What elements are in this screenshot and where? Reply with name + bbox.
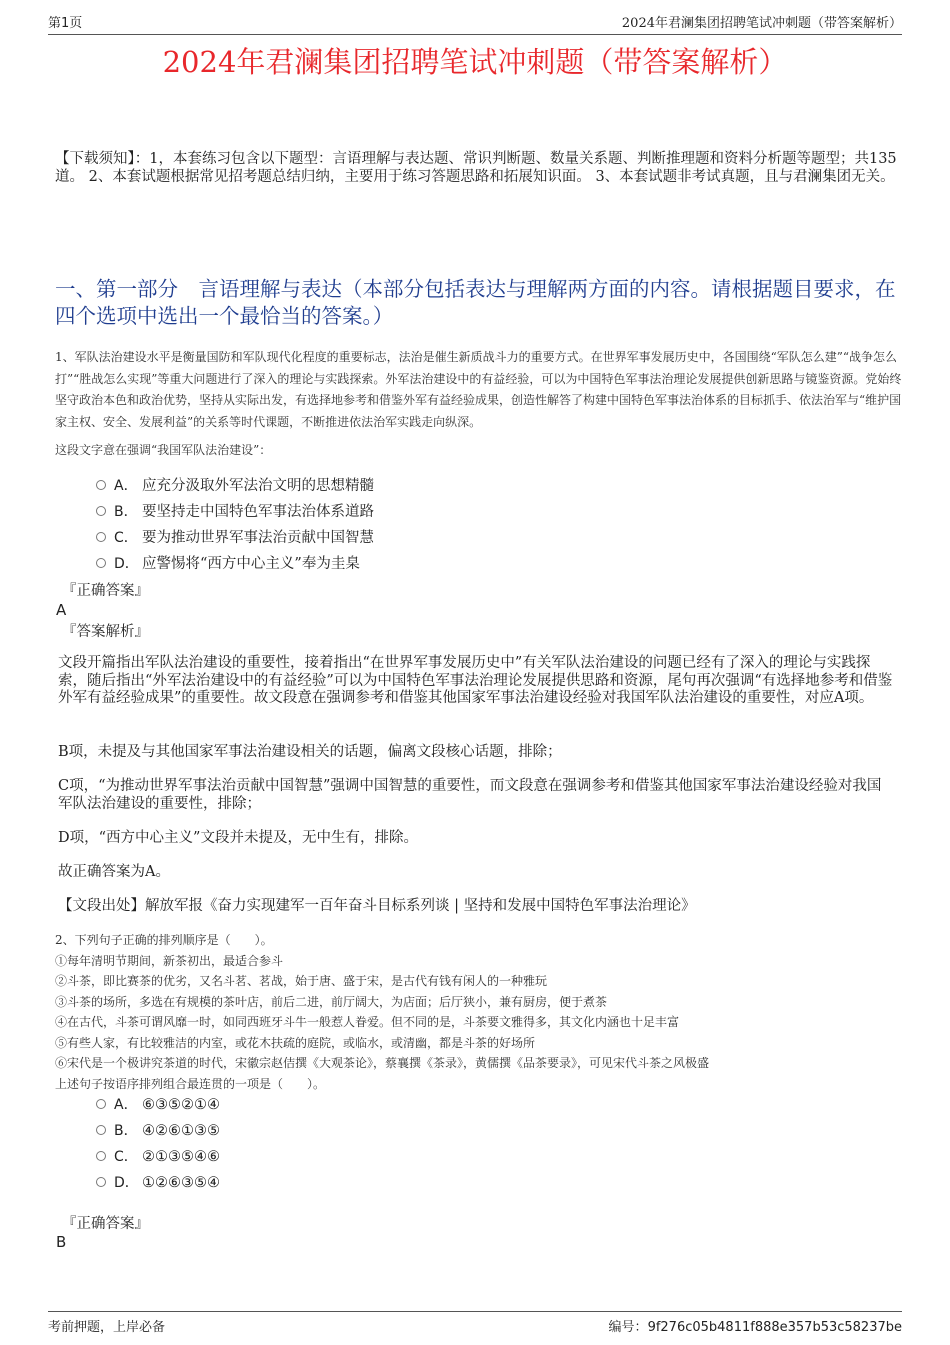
- q2-line: 2、下列句子正确的排列顺序是（ ）。: [55, 933, 273, 947]
- question-1-ask: 这段文字意在强调“我国军队法治建设”：: [55, 443, 272, 457]
- q1-answer-label: 『正确答案』: [62, 583, 149, 599]
- q1-analysis-conclusion: 故正确答案为A。: [58, 864, 170, 880]
- radio-icon[interactable]: [96, 1099, 106, 1109]
- page-number: 第1页: [48, 16, 83, 31]
- page-footer: [48, 1311, 902, 1334]
- q2-option-c[interactable]: C． ②①③⑤④⑥: [96, 1148, 220, 1166]
- download-notice: 【下载须知】：1，本套练习包含以下题型：言语理解与表达题、常识判断题、数量关系题、判断推理题和资料分析题等题型；共135道。 2、本套试题根据常见招考题总结归纳，主要用于练习答题思路和拓展知识面。 3、本套试题非考试真题，且与君澜集团无关。: [55, 151, 897, 185]
- q1-option-c[interactable]: C． 要为推动世界军事法治贡献中国智慧: [96, 529, 374, 547]
- q1-option-d[interactable]: D． 应警惕将“西方中心主义”奉为圭臬: [96, 555, 360, 573]
- radio-icon[interactable]: [96, 480, 106, 490]
- q1-analysis-paragraph: D项，“西方中心主义”文段并未提及，无中生有，排除。: [58, 830, 418, 846]
- question-1-stem: 1、军队法治建设水平是衡量国防和军队现代化程度的重要标志，法治是催生新质战斗力的重要方式。在世界军事发展历史中，各国围绕“军队怎么建”“战争怎么打”“胜战怎么实现”等重大问题进行了深入的理论与实践探索。外军法治建设中的有益经验，可以为中国特色军事法治理论发展提供创新思路与镜鉴资源。党始终坚守政治本色和政治优势，坚持从实际出发，有选择地参考和借鉴外军有益经验成果，创造性解答了构建中国特色军事法治体系的目标抓手、依法治军与“维护国家主权、安全、发展利益”的关系等时代课题，不断推进依法治军实践走向纵深。: [55, 350, 902, 429]
- q1-option-b[interactable]: B． 要坚持走中国特色军事法治体系道路: [96, 503, 374, 521]
- q2-line: ③斗茶的场所，多选在有规模的茶叶店，前后二进，前厅阔大，为店面；后厅狭小，兼有厨房，便于煮茶: [55, 994, 608, 1009]
- q1-analysis-label: 『答案解析』: [62, 624, 149, 640]
- section-heading: 一、第一部分 言语理解与表达（本部分包括表达与理解两方面的内容。请根据题目要求，在四个选项中选出一个最恰当的答案。）: [55, 277, 896, 328]
- q1-answer: A: [56, 601, 67, 619]
- q1-analysis-paragraph: B项，未提及与其他国家军事法治建设相关的话题，偏离文段核心话题，排除；: [58, 744, 562, 760]
- q2-option-a[interactable]: A． ⑥③⑤②①④: [96, 1096, 220, 1114]
- q2-line: 上述句子按语序排列组合最连贯的一项是（ ）。: [55, 1076, 326, 1091]
- radio-icon[interactable]: [96, 1177, 106, 1187]
- q1-analysis-paragraph: 文段开篇指出军队法治建设的重要性，接着指出“在世界军事发展历史中”有关军队法治建设的问题已经有了深入的理论与实践探索，随后指出“外军法治建设中的有益经验”可以为中国特色军事法治理论发展提供思路和资源，尾句再次强调“有选择地参考和借鉴外军有益经验成果”的重要性。故文段意在强调参考和借鉴其他国家军事法治建设经验对我国军队法治建设的重要性，对应A项。: [58, 655, 893, 706]
- q1-option-a[interactable]: A． 应充分汲取外军法治文明的思想精髓: [96, 477, 374, 495]
- q2-option-b[interactable]: B． ④②⑥①③⑤: [96, 1122, 220, 1140]
- q2-line: ②斗茶，即比赛茶的优劣，又名斗茗、茗战，始于唐、盛于宋，是古代有钱有闲人的一种雅玩: [55, 974, 548, 988]
- radio-icon[interactable]: [96, 558, 106, 568]
- q2-answer-label: 『正确答案』: [62, 1216, 149, 1232]
- question-2-stem: [55, 930, 905, 1094]
- q1-source: 【文段出处】解放军报《奋力实现建军一百年奋斗目标系列谈 | 坚持和发展中国特色军事法治理论》: [58, 898, 696, 914]
- q1-analysis-paragraph: C项，“为推动世界军事法治贡献中国智慧”强调中国智慧的重要性，而文段意在强调参考和借鉴其他国家军事法治建设经验对我国军队法治建设的重要性，排除；: [58, 778, 882, 812]
- header-doc-title: 2024年君澜集团招聘笔试冲刺题（带答案解析）: [621, 16, 902, 31]
- q2-line: ⑥宋代是一个极讲究茶道的时代，宋徽宗赵佶撰《大观茶论》，蔡襄撰《茶录》，黄儒撰《品茶要录》，可见宋代斗茶之风极盛: [55, 1056, 710, 1070]
- footer-code: 编号：9f276c05b4811f888e357b53c58237be: [608, 1320, 902, 1335]
- q2-line: ④在古代，斗茶可谓风靡一时，如同西班牙斗牛一般惹人眷爱。但不同的是，斗茶要文雅得多，其文化内涵也十足丰富: [55, 1015, 680, 1029]
- q2-option-d[interactable]: D． ①②⑥③⑤④: [96, 1174, 220, 1192]
- radio-icon[interactable]: [96, 1151, 106, 1161]
- radio-icon[interactable]: [96, 532, 106, 542]
- footer-slogan: 考前押题，上岸必备: [48, 1320, 166, 1335]
- document-title: 2024年君澜集团招聘笔试冲刺题（带答案解析）: [162, 45, 788, 79]
- q2-line: ⑤有些人家，有比较雅洁的内室，或花木扶疏的庭院，或临水，或清幽，都是斗茶的好场所: [55, 1035, 536, 1050]
- radio-icon[interactable]: [96, 506, 106, 516]
- page-header: [48, 16, 902, 35]
- radio-icon[interactable]: [96, 1125, 106, 1135]
- q2-line: ①每年清明节期间，新茶初出，最适合参斗: [55, 953, 284, 968]
- q2-answer: B: [56, 1233, 67, 1251]
